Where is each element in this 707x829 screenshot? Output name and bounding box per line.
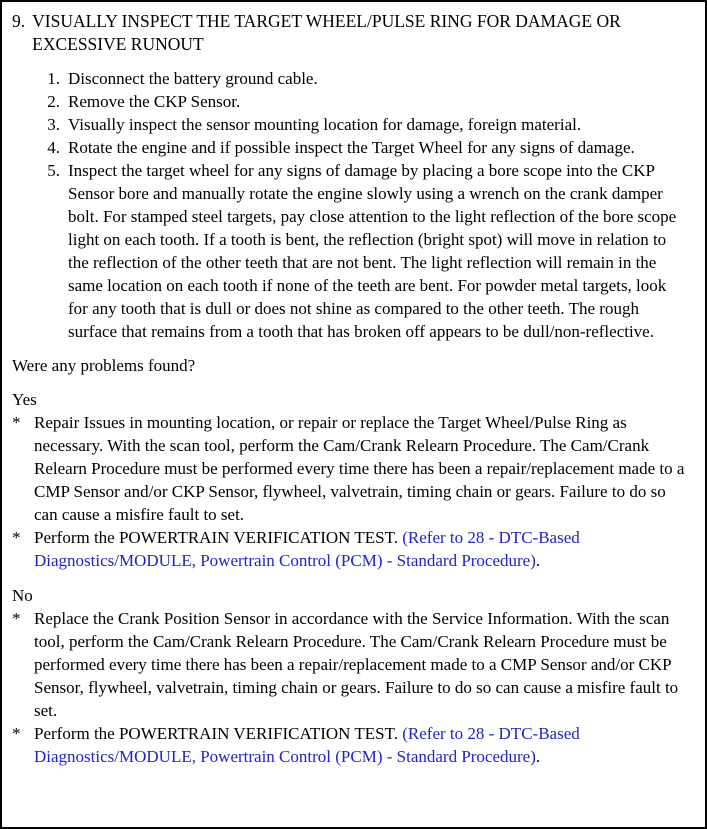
step-text: Disconnect the battery ground cable. [68,69,318,88]
step-text: Visually inspect the sensor mounting location for damage, foreign material. [68,115,582,134]
step-text: Rotate the engine and if possible inspect the Target Wheel for any signs of damage. [68,138,635,157]
list-item [12,722,693,768]
list-item-prefix: Perform the POWERTRAIN VERIFICATION TEST. [34,528,403,547]
step-item [40,113,693,136]
no-section [10,584,693,768]
step-number: 5. [47,161,60,180]
bullet-marker: * [12,609,21,628]
refer-procedure-link[interactable]: (Refer to 28 - DTC-Based Diagnostics/MODULE, Powertrain Control (PCM) - Standard Procedure) [34,528,580,570]
list-item [12,411,693,526]
yes-section [10,388,693,572]
bullet-marker: * [12,528,21,547]
step-number: 3. [47,115,60,134]
step-number: 2. [47,92,60,111]
list-item-text: Repair Issues in mounting location, or repair or replace the Target Wheel/Pulse Ring as necessary. With the scan tool, perform the Cam/Crank Relearn Procedure. The Cam/Crank Relearn Procedure must be performed every time there has been a repair/replacement made to a CMP Sensor and/or CKP Sensor, flywheel, valvetrain, timing chain or gears. Failure to do so can cause a misfire fault to set. [34,413,685,524]
list-item-text [34,526,689,572]
list-item-suffix: . [535,747,541,766]
no-label: No [12,586,33,605]
step-item [40,90,693,113]
list-item-prefix: Perform the POWERTRAIN VERIFICATION TEST. [34,724,403,743]
list-item-text: Replace the Crank Position Sensor in accordance with the Service Information. With the scan tool, perform the Cam/Crank Relearn Procedure. The Cam/Crank Relearn Procedure must be performed every time there has been a repair/replacement made to a CMP Sensor and/or CKP Sensor, flywheel, valvetrain, timing chain or gears. Failure to do so can cause a misfire fault to set. [34,609,679,720]
list-item [12,526,693,572]
section-title: VISUALLY INSPECT THE TARGET WHEEL/PULSE RING FOR DAMAGE OR EXCESSIVE RUNOUT [32,11,621,54]
step-number: 4. [47,138,60,157]
procedure-steps [40,67,693,343]
step-text: Remove the CKP Sensor. [68,92,241,111]
section-heading [12,10,667,56]
step-text: Inspect the target wheel for any signs of damage by placing a bore scope into the CKP Sensor bore and manually rotate the engine slowly using a wrench on the crank damper bolt. For stamped steel targets, pay close attention to the light reflection of the bore scope light on each tooth. If a tooth is bent, the reflection (bright spot) will move in relation to the reflection of the other teeth that are not bent. The light reflection will remain in the same location on each tooth if none of the teeth are bent. For powder metal targets, look for any tooth that is dull or does not shine as compared to the other teeth. The rough surface that remains from a tooth that has broken off appears to be dull/non-reflective. [68,161,677,341]
step-item [40,159,693,343]
bullet-marker: * [12,413,21,432]
step-item [40,67,693,90]
list-item-text [34,722,689,768]
list-item-suffix: . [535,551,541,570]
step-number: 1. [47,69,60,88]
section-number: 9. [12,11,26,31]
bullet-marker: * [12,724,21,743]
step-item [40,136,693,159]
list-item [12,607,693,722]
yes-label: Yes [12,390,37,409]
refer-procedure-link[interactable]: (Refer to 28 - DTC-Based Diagnostics/MODULE, Powertrain Control (PCM) - Standard Procedure) [34,724,580,766]
question-text: Were any problems found? [12,356,196,375]
